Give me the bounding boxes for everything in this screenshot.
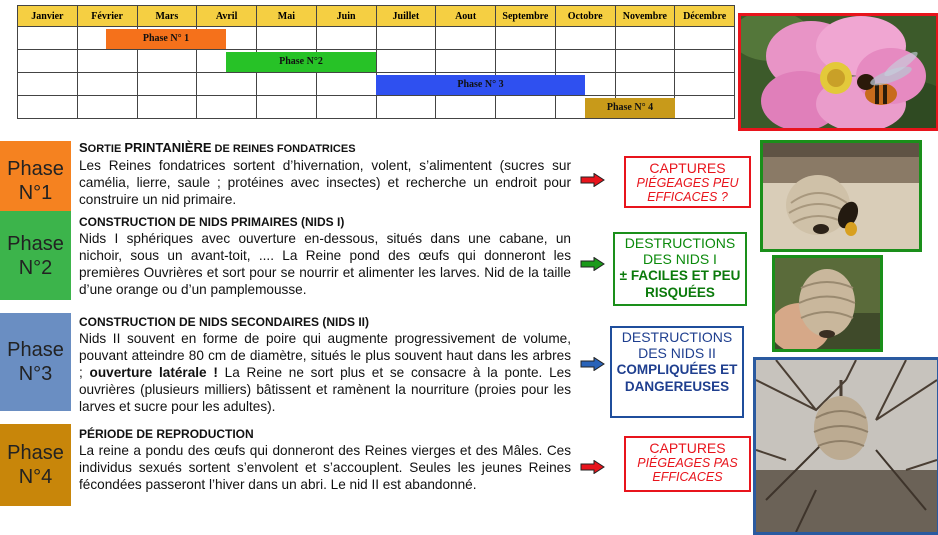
primary-nest-with-hornet-photo (760, 140, 922, 252)
phase-2-label-top: Phase (7, 232, 64, 255)
arrow-right-icon (580, 173, 605, 187)
hornet-on-flower-photo (738, 13, 938, 131)
phase-3-text (79, 315, 571, 415)
primary-nest-in-hand-photo (772, 255, 883, 352)
phase-1-result-title: CAPTURES (649, 160, 726, 176)
phase-1-body: Les Reines fondatrices sortent d’hivernation, volent, s’alimentent (sucres sur camélia, lierre, saule ; protéines avec insectes) et recherche un endroit pour construire un nid primaire. (79, 158, 571, 207)
phase-2-result-subtitle: ± FACILES ET PEU RISQUÉES (619, 268, 741, 300)
arrow-right-icon (580, 357, 605, 371)
month-header: Avril (197, 6, 257, 27)
phase-3-label-bottom: N°3 (18, 363, 53, 385)
phase-2-body: Nids I sphériques avec ouverture en-dessous, situés dans une cabane, un nichoir, sous un avant-toit, .... La Reine pond des œufs qui donneront les premières Ouvrières et sort pour se nourrir et alimenter les larves. Nid de la taille d’une orange ou d’un pamplemousse. (79, 231, 571, 297)
phase-3-label-box (0, 313, 71, 411)
phase-3-label-top: Phase (7, 339, 64, 361)
phase-4-result-title: CAPTURES (649, 440, 726, 456)
month-header: Aout (436, 6, 496, 27)
calendar-bar-phase-2: Phase N°2 (226, 52, 376, 72)
month-header: Juin (316, 6, 376, 27)
month-header: Octobre (555, 6, 615, 27)
phase-2-label-box (0, 211, 71, 300)
month-header: Janvier (18, 6, 78, 27)
secondary-nest-in-tree-photo (753, 357, 938, 535)
phase-1-label-bottom: N°1 (18, 182, 53, 204)
phase-2-result-box (613, 232, 747, 306)
month-header: Juillet (376, 6, 436, 27)
phase-4-body: La reine a pondu des œufs qui donneront des Reines vierges et des Mâles. Ces individus sexués sortent s’envolent et s’accouplent. Seules les jeunes Reines fécondées passeront l’hiver dans un abri. Le nid II est abandonné. (79, 443, 571, 492)
calendar-header-row (18, 6, 735, 27)
phase-4-text (79, 427, 571, 493)
phase-4-label-top: Phase (7, 442, 64, 464)
phase-4-label-box (0, 424, 71, 506)
phase-3-title: CONSTRUCTION DE NIDS SECONDAIRES (NIDS II) (79, 315, 370, 329)
phase-3-body: Nids II souvent en forme de poire qui augmente progressivement de volume, pouvant atteindre 80 cm de diamètre, situés le plus souvent haut dans les arbres ; ouverture latérale ! La Reine ne sort plus et se consacre à la ponte. Les ouvrières (plusieurs milliers) bâtissent et ramènent la nourriture (proies pour les larves et sucre pour les adultes). (79, 331, 571, 414)
phase-3-result-box (610, 326, 744, 418)
phase-1-result-box (624, 156, 751, 208)
month-header: Décembre (675, 6, 735, 27)
phase-1-label-top: Phase (7, 158, 64, 180)
phase-4-result-subtitle: PIÉGEAGES PAS EFFICACES (637, 456, 738, 484)
month-header: Novembre (615, 6, 675, 27)
calendar-bar-phase-4: Phase N° 4 (585, 98, 675, 118)
phase-4-title: PÉRIODE DE REPRODUCTION (79, 427, 254, 441)
arrow-right-icon (580, 460, 605, 474)
phase-2-title: CONSTRUCTION DE NIDS PRIMAIRES (NIDS I) (79, 215, 345, 229)
calendar-bar-phase-3: Phase N° 3 (376, 75, 585, 95)
phase-2-result-title: DESTRUCTIONS DES NIDS I (624, 235, 736, 267)
phase-1-label-box (0, 141, 71, 221)
phase-1-title: SORTIE PRINTANIÈRE DE REINES FONDATRICES (79, 140, 356, 155)
month-header: Mars (137, 6, 197, 27)
phase-4-label-bottom: N°4 (18, 466, 53, 488)
arrow-right-icon (580, 257, 605, 271)
phase-3-result-subtitle: COMPLIQUÉES ET DANGEREUSES (616, 362, 738, 394)
month-header: Septembre (496, 6, 556, 27)
month-header: Février (77, 6, 137, 27)
phase-1-text (79, 141, 571, 208)
phase-1-result-subtitle: PIÉGEAGES PEU EFFICACES ? (636, 176, 739, 204)
phase-2-text (79, 215, 571, 298)
month-header: Mai (257, 6, 317, 27)
phase-3-result-title: DESTRUCTIONS DES NIDS II (621, 329, 733, 361)
calendar-bar-phase-1: Phase N° 1 (106, 29, 226, 49)
phase-2-label-bottom: N°2 (18, 256, 53, 279)
phase-4-result-box (624, 436, 751, 492)
